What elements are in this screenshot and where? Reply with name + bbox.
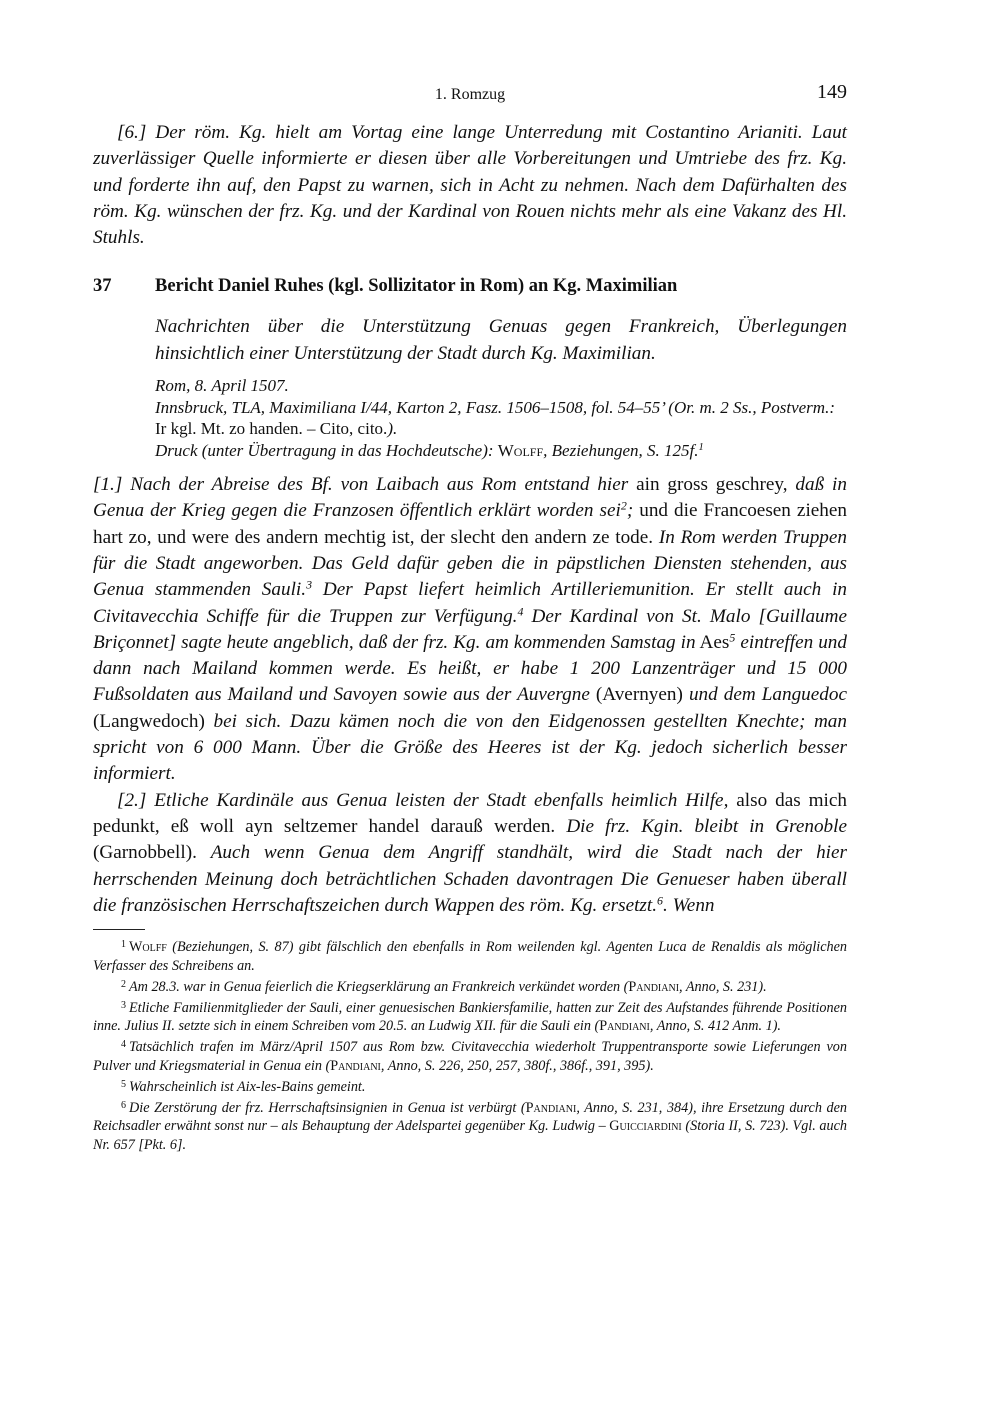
footnote-ref[interactable]: 1 [698, 441, 704, 453]
footnote: $^2$ Am 28.3. war in Genua feierlich die Kriegserklärung an Frankreich verkündet worden (Pandiani, Anno, S. 231). [121, 978, 767, 995]
paragraph-2: [2.] Etliche Kardinäle aus Genua leisten der Stadt ebenfalls heimlich Hilfe, also das mich pedunkt, eß woll ayn seltzemer handel darauß werden. Die frz. Kgin. bleibt in Grenoble (Garnobbell). Auch wenn Genua dem Angriff standhält, wird die Stadt nach der hier herrschenden Meinung doch beträchtlichen Schaden davontragen Die Genueser haben überall die französischen Herrschaftszeichen durch Wappen des röm. Kg. ersetzt.$^6$. Wenn [93, 789, 847, 916]
footnote-ref[interactable]: 3 [306, 577, 313, 592]
footnote: $^5$ Wahrscheinlich ist Aix-les-Bains gemeint. [121, 1078, 366, 1095]
document-print: Druck (unter Übertragung in das Hochdeutsche): Wolff, Beziehungen, S. 125f.$^1$ [155, 440, 704, 460]
document-summary: Nachrichten über die Unterstützung Genuas gegen Frankreich, Überlegungen hinsichtlich einer Unterstützung der Stadt durch Kg. Maximilian. [155, 316, 847, 364]
footnote-ref[interactable]: 5 [729, 630, 736, 645]
footnote: $^3$ Etliche Familienmitglieder der Sauli, einer genuesischen Bankiersfamilie, hatten zur Zeit des Aufstandes führende Positionen inne. Julius II. setzte sich in einem Schreiben vom 20.5. an Ludwig XII. für die Sauli ein (Pandiani, Anno, S. 412 Anm. 1). [93, 999, 847, 1035]
author-name: Wolff [497, 440, 544, 460]
document-title: Bericht Daniel Ruhes (kgl. Sollizitator in Rom) an Kg. Maximilian [155, 276, 678, 297]
footnote: $^1$ Wolff (Beziehungen, S. 87) gibt fälschlich den ebenfalls in Rom weilenden kgl. Agenten Luca de Renaldis als möglichen Verfasser des Schreibens an. [93, 939, 847, 974]
document-regest [155, 314, 847, 461]
footnotes-section [93, 936, 847, 1155]
footnote-divider [93, 929, 145, 930]
document-number: 37 [93, 276, 112, 297]
document-metadata [155, 375, 847, 461]
document-heading [93, 276, 847, 306]
section-6-paragraph: [6.] Der röm. Kg. hielt am Vortag eine lange Unterredung mit Costantino Arianiti. Laut zuverlässiger Quelle informierte er diesen über alle Vorbereitungen und Umtriebe des frz. Kg. und forderte ihn auf, den Papst zu warnen, sich in Acht zu nehmen. Nach dem Dafürhalten des röm. Kg. wünschen der frz. Kg. und der Kardinal von Rouen nichts mehr als eine Vakanz des Hl. Stuhls. [93, 122, 847, 249]
page [93, 78, 847, 1155]
document-date: Rom, 8. April 1507. [155, 376, 289, 396]
page-number: 149 [817, 81, 847, 103]
paragraph-1: [1.] Nach der Abreise des Bf. von Laibach aus Rom entstand hier ain gross geschrey, daß in Genua der Krieg gegen die Franzosen öffentlich erklärt worden sei$^2$; und die Francoesen ziehen hart zo, und were des andern mechtig ist, der slecht den andern ze tode. In Rom werden Truppen für die Stadt angeworben. Das Geld dafür geben die in päpstlichen Diensten stehenden, aus Genua stammenden Sauli.$^3$ Der Papst liefert heimlich Artilleriemunition. Er stellt auch in Civitavecchia Schiffe für die Truppen zur Verfügung.$^4$ Der Kardinal von St. Malo [Guillaume Briçonnet] sagte heute angeblich, daß der frz. Kg. am kommenden Samstag in Aes$^5$ eintreffen und dann nach Mailand kommen werde. Es heißt, er habe 1 200 Lanzenträger und 15 000 Fußsoldaten aus Mailand und Savoyen sowie aus der Auvergne (Avernyen) und dem Languedoc (Langwedoch) bei sich. Dazu kämen noch die von den Eidgenossen gestellten Knechte; man spricht von 6 000 Mann. Über die Größe des Heeres ist der Kg. jedoch sicherlich besser informiert. [93, 474, 848, 785]
running-header [93, 78, 847, 108]
footnote: $^6$ Die Zerstörung der frz. Herrschaftsinsignien in Genua ist verbürgt (Pandiani, Anno, S. 231, 384), ihre Ersetzung durch den Reichsadler erwähnt sonst nur – als Behauptung der Adelspartei gegenüber Kg. Ludwig – Guicciardini (Storia II, S. 723). Vgl. auch Nr. 657 [Pkt. 6]. [93, 1099, 847, 1154]
postscript-quote: Ir kgl. Mt. zo handen. – Cito, cito. [155, 419, 388, 439]
footnote-ref[interactable]: 2 [620, 498, 627, 513]
footnote: $^4$ Tatsächlich trafen im März/April 1507 aus Rom bzw. Civitavecchia wiederholt Truppentransporte sowie Lieferungen von Pulver und Kriegsmaterial in Genua ein (Pandiani, Anno, S. 226, 250, 257, 380f., 386f., 391, 395). [93, 1039, 847, 1074]
running-title: 1. Romzug [434, 86, 506, 103]
document-source: Innsbruck, TLA, Maximiliana I/44, Karton 2, Fasz. 1506–1508, fol. 54–55’ (Or. m. 2 Ss., Postverm.: Ir kgl. Mt. zo handen. – Cito, cito.). [155, 397, 835, 439]
footnote-ref[interactable]: 4 [517, 604, 524, 619]
footnote-ref[interactable]: 6 [657, 893, 663, 908]
